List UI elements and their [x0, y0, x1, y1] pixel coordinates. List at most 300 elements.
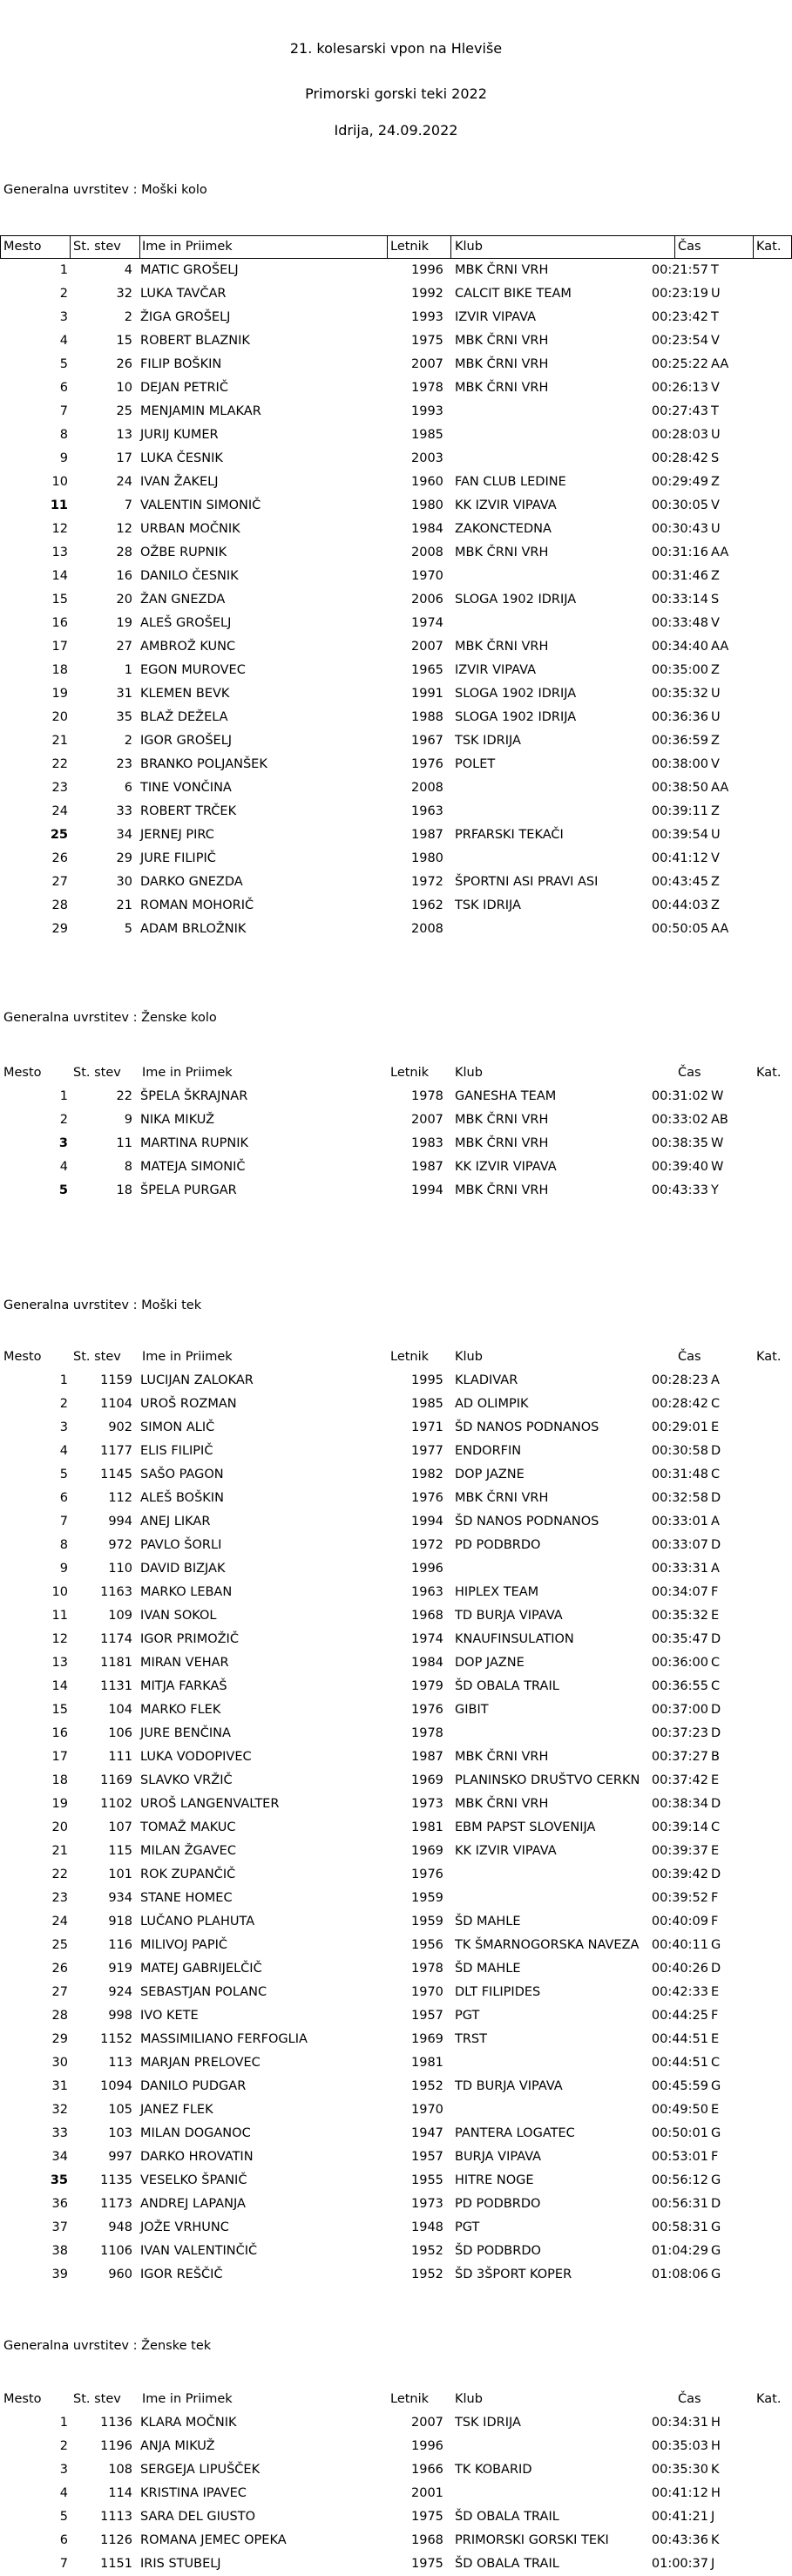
table-row	[0, 1675, 792, 1698]
cell-cas: 00:53:01	[651, 2150, 708, 2164]
cell-klub: ŠD NANOS PODNANOS	[455, 1420, 599, 1434]
cell-st: 1	[124, 663, 132, 677]
cell-letnik: 1976	[411, 1703, 443, 1717]
cell-mesto: 29	[51, 922, 68, 936]
table-row	[0, 1722, 792, 1746]
header-column-divider	[387, 235, 388, 259]
cell-klub: PRIMORSKI GORSKI TEKI	[455, 2533, 609, 2547]
cell-klub: SLOGA 1902 IDRIJA	[455, 593, 577, 607]
table-row	[0, 659, 792, 682]
cell-letnik: 1975	[411, 2510, 443, 2524]
cell-kat: E	[711, 1773, 720, 1787]
cell-kat: C	[711, 1820, 721, 1834]
cell-mesto: 2	[59, 287, 68, 301]
cell-st: 1163	[100, 1585, 132, 1599]
cell-mesto: 1	[59, 1089, 68, 1103]
cell-klub: TD BURJA VIPAVA	[455, 2079, 563, 2093]
cell-ime: SEBASTJAN POLANC	[140, 1985, 267, 1999]
cell-klub: PD PODBRDO	[455, 2197, 541, 2211]
cell-letnik: 1984	[411, 1656, 443, 1670]
cell-cas: 00:37:00	[651, 1703, 708, 1717]
cell-kat: T	[711, 263, 719, 277]
cell-kat: F	[711, 2009, 719, 2023]
cell-st: 6	[124, 781, 132, 795]
cell-letnik: 1972	[411, 1538, 443, 1552]
cell-cas: 00:33:07	[651, 1538, 708, 1552]
cell-letnik: 1957	[411, 2150, 443, 2164]
cell-cas: 01:00:37	[651, 2557, 708, 2571]
cell-klub: SLOGA 1902 IDRIJA	[455, 687, 577, 701]
cell-ime: ALEŠ BOŠKIN	[140, 1491, 224, 1505]
cell-letnik: 1987	[411, 1750, 443, 1764]
cell-mesto: 5	[59, 2510, 68, 2524]
cell-st: 25	[116, 404, 132, 418]
cell-letnik: 2007	[411, 1113, 443, 1127]
cell-st: 31	[116, 687, 132, 701]
column-header-st: St. stev	[73, 240, 121, 254]
cell-mesto: 25	[51, 1938, 68, 1952]
cell-letnik: 1966	[411, 2463, 443, 2477]
table-row	[0, 329, 792, 353]
cell-kat: Z	[711, 898, 720, 912]
section-title: Generalna uvrstitev : Ženske kolo	[3, 1011, 217, 1025]
cell-st: 30	[116, 875, 132, 889]
cell-klub: MBK ČRNI VRH	[455, 263, 549, 277]
cell-mesto: 21	[51, 734, 68, 748]
cell-letnik: 1973	[411, 2197, 443, 2211]
table-row	[0, 1910, 792, 1934]
cell-kat: D	[711, 1444, 721, 1458]
cell-cas: 00:36:36	[651, 710, 708, 724]
cell-cas: 00:31:16	[651, 546, 708, 559]
column-header-klub: Klub	[455, 1066, 483, 1080]
cell-st: 1169	[100, 1773, 132, 1787]
table-row	[0, 706, 792, 729]
cell-klub: TK KOBARID	[455, 2463, 532, 2477]
cell-st: 1173	[100, 2197, 132, 2211]
table-row	[0, 494, 792, 518]
column-header-mesto: Mesto	[3, 2392, 42, 2406]
cell-mesto: 12	[51, 522, 68, 536]
table-row	[0, 1651, 792, 1675]
cell-ime: STANE HOMEC	[140, 1891, 233, 1905]
cell-kat: G	[711, 2126, 721, 2140]
cell-klub: MBK ČRNI VRH	[455, 1750, 549, 1764]
cell-cas: 00:40:26	[651, 1962, 708, 1976]
cell-kat: T	[711, 310, 719, 324]
cell-mesto: 8	[59, 1538, 68, 1552]
cell-kat: Z	[711, 804, 720, 818]
cell-kat: E	[711, 1609, 720, 1623]
table-row	[0, 800, 792, 824]
cell-st: 1145	[100, 1468, 132, 1481]
cell-cas: 00:33:01	[651, 1515, 708, 1529]
cell-mesto: 3	[59, 310, 68, 324]
cell-ime: SAŠO PAGON	[140, 1468, 224, 1481]
cell-klub: KLADIVAR	[455, 1373, 518, 1387]
table-row	[0, 306, 792, 329]
cell-ime: FILIP BOŠKIN	[140, 357, 222, 371]
cell-ime: ROBERT BLAZNIK	[140, 334, 250, 348]
cell-mesto: 18	[51, 1773, 68, 1787]
cell-mesto: 28	[51, 898, 68, 912]
table-header-row	[0, 235, 792, 259]
table-row	[0, 847, 792, 871]
cell-klub: MBK ČRNI VRH	[455, 640, 549, 654]
cell-ime: BRANKO POLJANŠEK	[140, 757, 267, 771]
cell-ime: SIMON ALIČ	[140, 1420, 215, 1434]
cell-mesto: 32	[51, 2103, 68, 2117]
cell-cas: 00:21:57	[651, 263, 708, 277]
cell-cas: 00:36:59	[651, 734, 708, 748]
cell-cas: 00:38:50	[651, 781, 708, 795]
cell-st: 919	[108, 1962, 132, 1976]
cell-cas: 00:33:02	[651, 1113, 708, 1127]
cell-letnik: 1996	[411, 2439, 443, 2453]
cell-ime: ANEJ LIKAR	[140, 1515, 211, 1529]
cell-ime: ELIS FILIPIČ	[140, 1444, 213, 1458]
cell-klub: ŠD OBALA TRAIL	[455, 1679, 559, 1693]
cell-cas: 00:37:23	[651, 1726, 708, 1740]
cell-klub: SLOGA 1902 IDRIJA	[455, 710, 577, 724]
cell-kat: Y	[711, 1183, 719, 1197]
table-row	[0, 565, 792, 588]
cell-st: 16	[116, 569, 132, 583]
cell-st: 114	[108, 2486, 132, 2500]
cell-mesto: 10	[51, 475, 68, 489]
cell-cas: 00:32:58	[651, 1491, 708, 1505]
cell-letnik: 1948	[411, 2220, 443, 2234]
cell-kat: U	[711, 828, 721, 842]
cell-mesto: 19	[51, 687, 68, 701]
cell-kat: B	[711, 1750, 720, 1764]
cell-kat: H	[711, 2416, 721, 2430]
column-header-klub: Klub	[455, 1350, 483, 1364]
cell-st: 110	[108, 1562, 132, 1576]
cell-klub: HITRE NOGE	[455, 2173, 534, 2187]
cell-st: 12	[116, 522, 132, 536]
cell-cas: 00:40:11	[651, 1938, 708, 1952]
cell-cas: 00:31:48	[651, 1468, 708, 1481]
cell-st: 19	[116, 616, 132, 630]
table-row	[0, 1981, 792, 2004]
cell-letnik: 1956	[411, 1938, 443, 1952]
cell-cas: 00:26:13	[651, 381, 708, 395]
header-line-2: Primorski gorski teki 2022	[305, 85, 487, 102]
cell-st: 1104	[100, 1397, 132, 1411]
cell-cas: 00:28:03	[651, 428, 708, 442]
cell-mesto: 24	[51, 804, 68, 818]
cell-mesto: 22	[51, 757, 68, 771]
cell-klub: PRFARSKI TEKAČI	[455, 828, 564, 842]
cell-klub: MBK ČRNI VRH	[455, 1183, 549, 1197]
cell-ime: KLEMEN BEVK	[140, 687, 230, 701]
table-row	[0, 2193, 792, 2216]
cell-letnik: 1957	[411, 2009, 443, 2023]
cell-ime: IVO KETE	[140, 2009, 199, 2023]
cell-ime: AMBROŽ KUNC	[140, 640, 236, 654]
table-row	[0, 2122, 792, 2146]
cell-letnik: 1960	[411, 475, 443, 489]
cell-mesto: 5	[58, 1183, 68, 1197]
cell-letnik: 1996	[411, 1562, 443, 1576]
cell-ime: IGOR PRIMOŽIČ	[140, 1632, 239, 1646]
cell-st: 107	[108, 1820, 132, 1834]
table-row	[0, 1863, 792, 1887]
cell-mesto: 6	[59, 2533, 68, 2547]
cell-cas: 00:40:09	[651, 1915, 708, 1929]
cell-letnik: 1969	[411, 2032, 443, 2046]
cell-kat: A	[711, 1562, 720, 1576]
cell-ime: KRISTINA IPAVEC	[140, 2486, 247, 2500]
cell-ime: PAVLO ŠORLI	[140, 1538, 222, 1552]
column-header-ime: Ime in Priimek	[142, 2392, 233, 2406]
cell-st: 111	[108, 1750, 132, 1764]
table-row	[0, 871, 792, 894]
header-column-divider	[674, 235, 675, 259]
table-row	[0, 1132, 792, 1156]
table-row	[0, 353, 792, 376]
cell-cas: 00:30:05	[651, 498, 708, 512]
cell-klub: ENDORFIN	[455, 1444, 522, 1458]
cell-klub: MBK ČRNI VRH	[455, 1797, 549, 1811]
cell-ime: MARTINA RUPNIK	[140, 1136, 249, 1150]
cell-cas: 00:58:31	[651, 2220, 708, 2234]
cell-st: 108	[108, 2463, 132, 2477]
cell-st: 1113	[100, 2510, 132, 2524]
column-header-st: St. stev	[73, 2392, 121, 2406]
cell-kat: G	[711, 1938, 721, 1952]
cell-letnik: 2001	[411, 2486, 443, 2500]
cell-letnik: 1947	[411, 2126, 443, 2140]
cell-letnik: 2008	[411, 781, 443, 795]
cell-mesto: 1	[59, 2416, 68, 2430]
cell-st: 13	[116, 428, 132, 442]
table-row	[0, 1463, 792, 1487]
cell-ime: UROŠ ROZMAN	[140, 1397, 237, 1411]
cell-ime: ROMANA JEMEC OPEKA	[140, 2533, 287, 2547]
cell-mesto: 26	[51, 851, 68, 865]
cell-cas: 00:43:33	[651, 1183, 708, 1197]
cell-st: 918	[108, 1915, 132, 1929]
cell-ime: JURE BENČINA	[140, 1726, 231, 1740]
cell-kat: G	[711, 2268, 721, 2281]
cell-mesto: 16	[51, 1726, 68, 1740]
cell-cas: 00:34:31	[651, 2416, 708, 2430]
cell-cas: 00:37:42	[651, 1773, 708, 1787]
cell-klub: GIBIT	[455, 1703, 489, 1717]
cell-letnik: 1970	[411, 569, 443, 583]
cell-letnik: 1982	[411, 1468, 443, 1481]
cell-mesto: 13	[51, 546, 68, 559]
header-line-3: Idrija, 24.09.2022	[334, 122, 458, 139]
table-header-row	[0, 2388, 792, 2411]
cell-kat: K	[711, 2533, 720, 2547]
cell-st: 28	[116, 546, 132, 559]
cell-kat: F	[711, 1585, 719, 1599]
table-row	[0, 894, 792, 918]
cell-ime: MATEJ GABRIJELČIČ	[140, 1962, 262, 1976]
cell-ime: MIRAN VEHAR	[140, 1656, 229, 1670]
column-header-mesto: Mesto	[3, 1350, 42, 1364]
cell-kat: D	[711, 1797, 721, 1811]
cell-letnik: 1975	[411, 334, 443, 348]
cell-ime: SERGEJA LIPUŠČEK	[140, 2463, 261, 2477]
cell-kat: E	[711, 1420, 720, 1434]
cell-ime: ROBERT TRČEK	[140, 804, 237, 818]
table-row	[0, 1108, 792, 1132]
cell-st: 113	[108, 2056, 132, 2070]
cell-mesto: 3	[59, 2463, 68, 2477]
table-row	[0, 824, 792, 847]
cell-letnik: 1993	[411, 404, 443, 418]
cell-cas: 00:43:45	[651, 875, 708, 889]
cell-st: 1106	[100, 2244, 132, 2258]
cell-cas: 00:29:01	[651, 1420, 708, 1434]
table-row	[0, 447, 792, 471]
table-row	[0, 2529, 792, 2552]
cell-klub: KK IZVIR VIPAVA	[455, 498, 557, 512]
cell-cas: 00:37:27	[651, 1750, 708, 1764]
cell-cas: 00:27:43	[651, 404, 708, 418]
cell-ime: MITJA FARKAŠ	[140, 1679, 227, 1693]
cell-kat: J	[711, 2557, 715, 2571]
cell-letnik: 1994	[411, 1515, 443, 1529]
cell-st: 34	[116, 828, 132, 842]
cell-mesto: 20	[51, 710, 68, 724]
header-column-divider	[753, 235, 754, 259]
cell-st: 115	[108, 1844, 132, 1858]
cell-kat: D	[711, 1538, 721, 1552]
table-row	[0, 2004, 792, 2028]
cell-kat: AA	[711, 781, 729, 795]
cell-ime: LUKA ČESNIK	[140, 451, 223, 465]
results-table	[0, 1346, 792, 2287]
cell-letnik: 1992	[411, 287, 443, 301]
cell-kat: Z	[711, 569, 720, 583]
cell-st: 21	[116, 898, 132, 912]
header-line-1: 21. kolesarski vpon na Hleviše	[289, 40, 503, 57]
cell-letnik: 1968	[411, 1609, 443, 1623]
cell-kat: W	[711, 1160, 724, 1174]
cell-klub: TSK IDRIJA	[455, 2416, 521, 2430]
cell-cas: 00:56:12	[651, 2173, 708, 2187]
cell-klub: PGT	[455, 2009, 480, 2023]
cell-mesto: 9	[59, 1562, 68, 1576]
cell-cas: 00:44:25	[651, 2009, 708, 2023]
cell-kat: D	[711, 2197, 721, 2211]
column-header-mesto: Mesto	[3, 240, 42, 254]
cell-cas: 00:36:00	[651, 1656, 708, 1670]
cell-cas: 00:28:42	[651, 1397, 708, 1411]
results-table	[0, 1061, 792, 1203]
cell-mesto: 23	[51, 781, 68, 795]
cell-cas: 00:44:03	[651, 898, 708, 912]
cell-letnik: 1963	[411, 804, 443, 818]
column-header-cas: Čas	[678, 1350, 701, 1364]
header-column-divider	[0, 235, 1, 259]
table-row	[0, 541, 792, 565]
cell-kat: Z	[711, 663, 720, 677]
header-column-divider	[450, 235, 451, 259]
cell-letnik: 1981	[411, 1820, 443, 1834]
cell-kat: V	[711, 334, 720, 348]
cell-st: 5	[124, 922, 132, 936]
cell-st: 15	[116, 334, 132, 348]
cell-cas: 00:33:48	[651, 616, 708, 630]
cell-ime: DANILO PUDGAR	[140, 2079, 247, 2093]
cell-st: 972	[108, 1538, 132, 1552]
cell-letnik: 1959	[411, 1915, 443, 1929]
table-row	[0, 1510, 792, 1534]
cell-cas: 00:35:32	[651, 687, 708, 701]
cell-mesto: 37	[51, 2220, 68, 2234]
cell-klub: MBK ČRNI VRH	[455, 546, 549, 559]
cell-mesto: 19	[51, 1797, 68, 1811]
cell-letnik: 1987	[411, 828, 443, 842]
cell-ime: VALENTIN SIMONIČ	[140, 498, 261, 512]
cell-cas: 00:39:42	[651, 1868, 708, 1881]
column-header-ime: Ime in Priimek	[142, 240, 233, 254]
cell-ime: DAVID BIZJAK	[140, 1562, 226, 1576]
cell-cas: 00:34:07	[651, 1585, 708, 1599]
cell-letnik: 1994	[411, 1183, 443, 1197]
cell-letnik: 1971	[411, 1420, 443, 1434]
cell-letnik: 1985	[411, 1397, 443, 1411]
table-row	[0, 376, 792, 400]
cell-mesto: 21	[51, 1844, 68, 1858]
cell-cas: 00:30:43	[651, 522, 708, 536]
cell-cas: 01:04:29	[651, 2244, 708, 2258]
cell-st: 11	[116, 1136, 132, 1150]
cell-klub: ŠD MAHLE	[455, 1962, 521, 1976]
cell-kat: U	[711, 710, 721, 724]
column-header-kat: Kat.	[756, 240, 782, 254]
cell-cas: 00:44:51	[651, 2056, 708, 2070]
cell-klub: ŠD NANOS PODNANOS	[455, 1515, 599, 1529]
cell-cas: 00:50:01	[651, 2126, 708, 2140]
cell-cas: 00:23:54	[651, 334, 708, 348]
cell-ime: MATIC GROŠELJ	[140, 263, 239, 277]
cell-mesto: 39	[51, 2268, 68, 2281]
cell-letnik: 1959	[411, 1891, 443, 1905]
table-row	[0, 2240, 792, 2263]
column-header-klub: Klub	[455, 2392, 483, 2406]
section-title: Generalna uvrstitev : Moški tek	[3, 1298, 202, 1312]
cell-ime: TOMAŽ MAKUC	[140, 1820, 236, 1834]
cell-klub: KNAUFINSULATION	[455, 1632, 574, 1646]
cell-st: 24	[116, 475, 132, 489]
cell-ime: LUCIJAN ZALOKAR	[140, 1373, 254, 1387]
cell-kat: D	[711, 1703, 721, 1717]
cell-mesto: 27	[51, 1985, 68, 1999]
cell-st: 1131	[100, 1679, 132, 1693]
cell-cas: 00:38:00	[651, 757, 708, 771]
cell-cas: 00:39:54	[651, 828, 708, 842]
cell-ime: ŠPELA PURGAR	[140, 1183, 237, 1197]
cell-kat: K	[711, 2463, 720, 2477]
cell-klub: TK ŠMARNOGORSKA NAVEZA	[455, 1938, 640, 1952]
cell-mesto: 11	[51, 1609, 68, 1623]
table-row	[0, 1628, 792, 1651]
cell-kat: U	[711, 522, 721, 536]
column-header-letnik: Letnik	[390, 1350, 430, 1364]
cell-st: 1177	[100, 1444, 132, 1458]
cell-ime: VESELKO ŠPANIČ	[140, 2173, 247, 2187]
cell-mesto: 14	[51, 569, 68, 583]
cell-letnik: 1987	[411, 1160, 443, 1174]
cell-st: 1174	[100, 1632, 132, 1646]
